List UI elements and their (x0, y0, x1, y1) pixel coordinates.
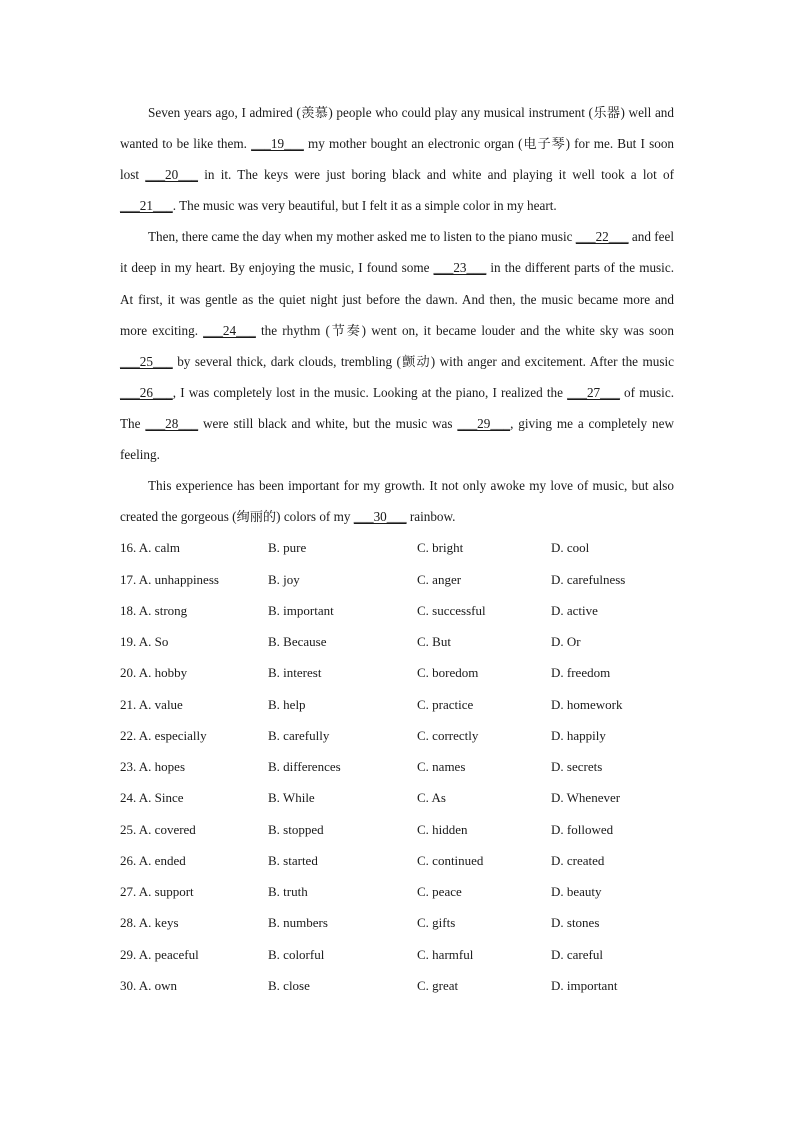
option-21-d: D. homework (551, 696, 623, 712)
option-19-a: 19. A. So (120, 634, 169, 650)
option-19-c: C. But (417, 634, 451, 650)
option-22-d: D. happily (551, 727, 606, 743)
blank-24: ___24___ (203, 322, 256, 338)
option-22-a: 22. A. especially (120, 727, 207, 743)
blank-26: ___26___ (120, 384, 173, 400)
option-16-c: C. bright (417, 540, 464, 556)
question-row-28 (120, 907, 674, 938)
answer-options (120, 532, 674, 1001)
passage-text: . The music was very beautiful, but I felt it as a simple color in my heart. (172, 198, 557, 214)
passage-text: by several thick, dark clouds, trembling (颤动) with anger and excitement. After the music (172, 353, 674, 369)
blank-21: ___21___ (120, 198, 173, 214)
option-24-c: C. As (417, 790, 446, 806)
blank-29: ___29___ (457, 415, 511, 431)
option-22-c: C. correctly (417, 727, 479, 743)
option-27-a: 27. A. support (120, 884, 194, 900)
option-23-b: B. differences (268, 759, 341, 775)
option-29-b: B. colorful (268, 946, 325, 962)
blank-23: ___23___ (433, 260, 487, 276)
option-29-c: C. harmful (417, 946, 474, 962)
option-30-d: D. important (551, 977, 618, 993)
question-row-18 (120, 595, 674, 626)
question-row-21 (120, 689, 674, 720)
blank-22: ___22___ (575, 229, 629, 245)
question-row-25 (120, 814, 674, 845)
option-24-a: 24. A. Since (120, 790, 184, 806)
passage-text: Then, there came the day when my mother asked me to listen to the piano music (148, 229, 576, 245)
option-21-c: C. practice (417, 696, 474, 712)
option-29-d: D. careful (551, 946, 603, 962)
paragraph-3 (120, 470, 674, 532)
option-18-a: 18. A. strong (120, 602, 188, 618)
option-28-c: C. gifts (417, 915, 456, 931)
worksheet (120, 97, 674, 1001)
passage-text: in the different parts of the music. At first, it was gentle as the quiet night just before the dawn. And then, the music became more and more exciting. (120, 260, 674, 338)
option-25-c: C. hidden (417, 821, 468, 837)
option-20-b: B. interest (268, 665, 322, 681)
question-row-30 (120, 970, 674, 1001)
option-28-a: 28. A. keys (120, 915, 179, 931)
passage-text: Seven years ago, I admired (羡慕) people who could play any musical instrument (乐器) well and wanted to be like them. (120, 105, 674, 152)
option-22-b: B. carefully (268, 727, 330, 743)
question-row-22 (120, 720, 674, 751)
option-16-b: B. pure (268, 540, 307, 556)
option-26-c: C. continued (417, 852, 484, 868)
blank-25: ___25___ (120, 353, 173, 369)
option-19-b: B. Because (268, 634, 327, 650)
passage-text: rainbow. (406, 509, 456, 525)
passage-text: , I was completely lost in the music. Looking at the piano, I realized the (172, 384, 568, 400)
option-25-b: B. stopped (268, 821, 324, 837)
question-row-24 (120, 782, 674, 813)
option-16-a: 16. A. calm (120, 540, 180, 556)
blank-20: ___20___ (145, 167, 199, 183)
option-18-c: C. successful (417, 602, 486, 618)
option-30-a: 30. A. own (120, 977, 178, 993)
question-row-19 (120, 626, 674, 657)
option-25-d: D. followed (551, 821, 614, 837)
option-16-d: D. cool (551, 540, 590, 556)
question-row-20 (120, 657, 674, 688)
option-24-b: B. While (268, 790, 315, 806)
paragraph-1 (120, 97, 674, 221)
option-17-d: D. carefulness (551, 571, 626, 587)
question-row-26 (120, 845, 674, 876)
option-20-a: 20. A. hobby (120, 665, 188, 681)
question-row-29 (120, 939, 674, 970)
passage-text: of music. The (120, 384, 674, 431)
option-28-b: B. numbers (268, 915, 328, 931)
option-18-b: B. important (268, 602, 334, 618)
option-17-b: B. joy (268, 571, 300, 587)
option-25-a: 25. A. covered (120, 821, 196, 837)
option-26-d: D. created (551, 852, 605, 868)
paragraph-2 (120, 221, 674, 470)
passage-text: , giving me a completely new feeling. (120, 415, 674, 463)
option-23-a: 23. A. hopes (120, 759, 185, 775)
question-row-17 (120, 564, 674, 595)
question-row-16 (120, 532, 674, 563)
option-28-d: D. stones (551, 915, 600, 931)
option-17-a: 17. A. unhappiness (120, 571, 219, 587)
passage-text: This experience has been important for my growth. It not only awoke my love of music, but also created the gorgeous (绚丽的) colors of my (120, 478, 674, 525)
option-20-d: D. freedom (551, 665, 611, 681)
question-row-27 (120, 876, 674, 907)
option-17-c: C. anger (417, 571, 462, 587)
option-27-c: C. peace (417, 884, 462, 900)
passage-text: my mother bought an electronic organ (电子琴) for me. But I soon lost (120, 136, 675, 183)
passage-text: in it. The keys were just boring black and white and playing it well took a lot of (198, 167, 674, 183)
blank-30: ___30___ (353, 509, 407, 525)
option-18-d: D. active (551, 602, 598, 618)
blank-19: ___19___ (251, 136, 304, 152)
passage-text: the rhythm (节奏) went on, it became louder and the white sky was soon (255, 322, 674, 338)
option-27-d: D. beauty (551, 884, 602, 900)
option-21-a: 21. A. value (120, 696, 183, 712)
option-27-b: B. truth (268, 884, 308, 900)
option-20-c: C. boredom (417, 665, 479, 681)
passage-text: were still black and white, but the music was (198, 415, 458, 431)
option-29-a: 29. A. peaceful (120, 946, 199, 962)
option-24-d: D. Whenever (551, 790, 621, 806)
blank-27: ___27___ (567, 384, 620, 400)
passage-text: and feel it deep in my heart. By enjoying the music, I found some (120, 229, 674, 276)
option-23-c: C. names (417, 759, 466, 775)
option-30-c: C. great (417, 977, 459, 993)
question-row-23 (120, 751, 674, 782)
option-26-b: B. started (268, 852, 318, 868)
option-30-b: B. close (268, 977, 310, 993)
option-23-d: D. secrets (551, 759, 603, 775)
passage (120, 97, 674, 532)
option-26-a: 26. A. ended (120, 852, 186, 868)
blank-28: ___28___ (145, 415, 199, 431)
option-21-b: B. help (268, 696, 306, 712)
option-19-d: D. Or (551, 634, 581, 650)
